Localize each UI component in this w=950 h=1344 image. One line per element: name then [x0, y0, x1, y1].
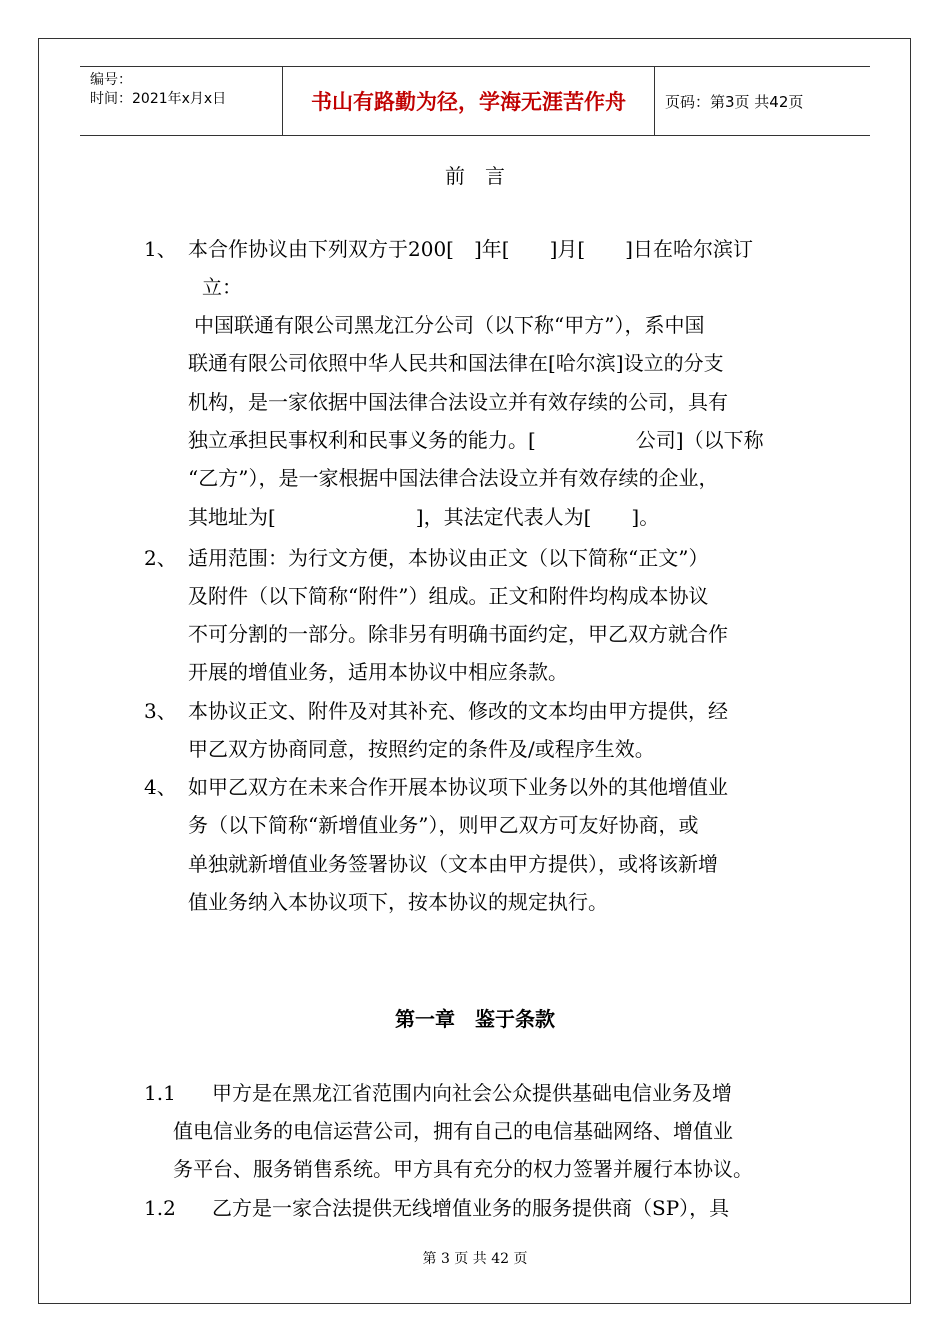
text-line: 甲乙双方协商同意，按照约定的条件及/或程序生效。 [188, 737, 655, 761]
text-line: 务（以下简称“新增值业务”），则甲乙双方可友好协商，或 [188, 813, 699, 837]
text-line: “乙方”），是一家根据中国法律合法设立并有效存续的企业， [188, 466, 719, 490]
serial-label: 编号： [90, 72, 132, 88]
text-line: 立： [202, 275, 242, 299]
text-line: 开展的增值业务，适用本协议中相应条款。 [188, 660, 568, 684]
text-line: 甲方是在黑龙江省范围内向社会公众提供基础电信业务及增 [212, 1081, 732, 1105]
page-header [80, 66, 870, 136]
header-motto: 书山有路勤为径，学海无涯苦作舟 [283, 67, 655, 135]
item-number: 4、 [144, 775, 177, 799]
text-line: 及附件（以下简称“附件”）组成。正文和附件均构成本协议 [188, 584, 709, 608]
text-line: 独立承担民事权利和民事义务的能力。[ 公司]（以下称 [188, 428, 764, 452]
item-number: 1、 [144, 237, 177, 261]
preface-title: 前 言 [445, 164, 505, 188]
time-label: 时间：2021年x月x日 [90, 91, 227, 107]
page-footer: 第 3 页 共 42 页 [422, 1251, 528, 1267]
text-line: 乙方是一家合法提供无线增值业务的服务提供商（SP），具 [212, 1196, 730, 1220]
chapter-title: 第一章 鉴于条款 [395, 1007, 555, 1031]
item-number: 2、 [144, 546, 177, 570]
text-line: 不可分割的一部分。除非另有明确书面约定，甲乙双方就合作 [188, 622, 728, 646]
text-line: 值电信业务的电信运营公司，拥有自己的电信基础网络、增值业 [173, 1119, 733, 1143]
text-line: 如甲乙双方在未来合作开展本协议项下业务以外的其他增值业 [188, 775, 728, 799]
text-line: 适用范围：为行文方便，本协议由正文（以下简称“正文”） [188, 546, 709, 570]
text-line: 其地址为[ ]，其法定代表人为[ ]。 [188, 505, 660, 529]
text-line: 机构，是一家依据中国法律合法设立并有效存续的公司，具有 [188, 390, 728, 414]
header-meta [80, 67, 283, 135]
clause-number: 1.1 [144, 1081, 176, 1105]
text-line: 本合作协议由下列双方于200[ ]年[ ]月[ ]日在哈尔滨订 [188, 237, 753, 261]
text-line: 本协议正文、附件及对其补充、修改的文本均由甲方提供，经 [188, 699, 728, 723]
clause-number: 1.2 [144, 1196, 176, 1220]
header-page-info: 页码：第3页 共42页 [665, 92, 804, 111]
text-line: 中国联通有限公司黑龙江分公司（以下称“甲方”），系中国 [194, 313, 705, 337]
text-line: 单独就新增值业务签署协议（文本由甲方提供），或将该新增 [188, 852, 718, 876]
text-line: 务平台、服务销售系统。甲方具有充分的权力签署并履行本协议。 [173, 1157, 753, 1181]
text-line: 联通有限公司依照中华人民共和国法律在[哈尔滨]设立的分支 [188, 351, 724, 375]
item-number: 3、 [144, 699, 177, 723]
text-line: 值业务纳入本协议项下，按本协议的规定执行。 [188, 890, 608, 914]
